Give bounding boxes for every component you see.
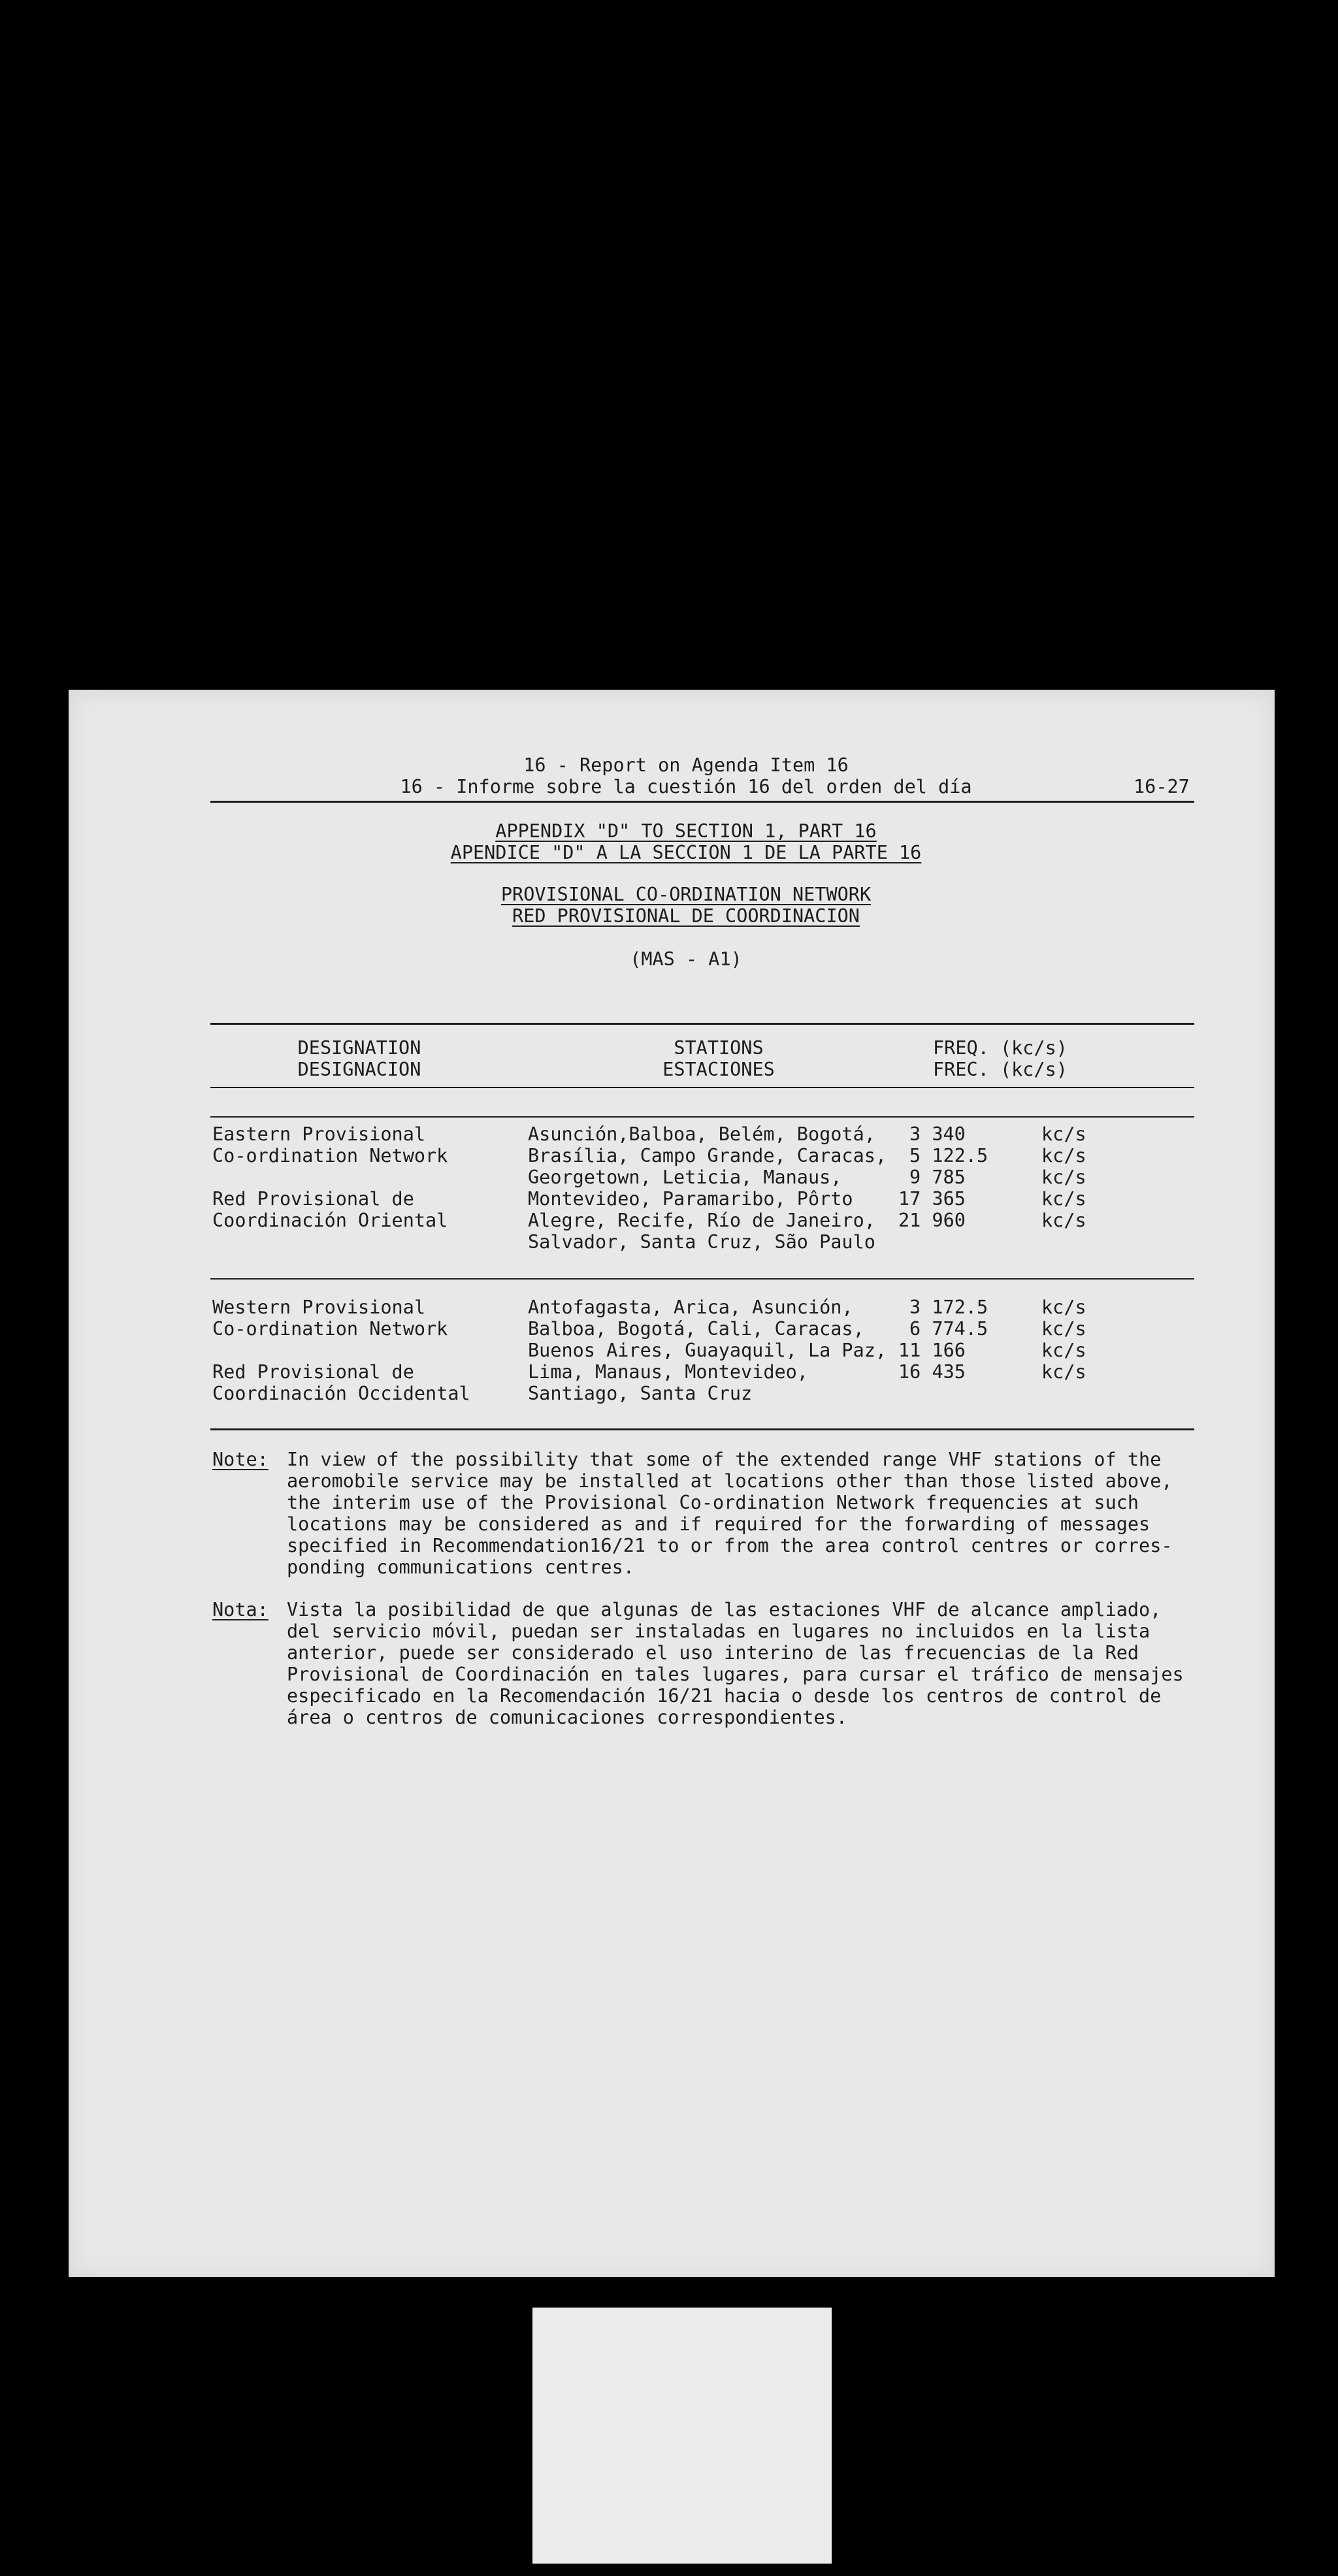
frequency-value: 16 435 xyxy=(898,1361,966,1383)
station-line: Georgetown, Leticia, Manaus, xyxy=(528,1167,842,1188)
note-label: Note: xyxy=(212,1449,269,1470)
frequency-value: 3 340 xyxy=(909,1123,966,1145)
station-line: Lima, Manaus, Montevideo, xyxy=(528,1361,808,1383)
designation-western xyxy=(212,1296,487,1404)
unit-label: kc/s xyxy=(1041,1318,1086,1340)
header-rule xyxy=(210,801,1194,803)
frequencies-western xyxy=(875,1296,993,1383)
appendix-title-en: APPENDIX "D" TO SECTION 1, PART 16 xyxy=(495,820,877,842)
header-stations-en: STATIONS xyxy=(674,1037,764,1059)
unit-label: kc/s xyxy=(1041,1167,1086,1188)
designation-line xyxy=(212,1340,487,1361)
designation-line: Western Provisional xyxy=(212,1296,426,1318)
header-rule-2 xyxy=(210,1116,1194,1118)
table-bottom-rule xyxy=(210,1428,1194,1430)
frequency-value: 6 774.5 xyxy=(909,1318,988,1340)
frequency-value: 3 172.5 xyxy=(909,1296,988,1318)
designation-line: Coordinación Occidental xyxy=(212,1383,470,1404)
unit-label: kc/s xyxy=(1041,1361,1086,1383)
station-line: Antofagasta, Arica, Asunción, xyxy=(528,1296,853,1318)
station-line: Brasília, Campo Grande, Caracas, xyxy=(528,1145,887,1167)
header-freq-en: FREQ. (kc/s) xyxy=(933,1037,1068,1059)
frequency-value: 17 365 xyxy=(898,1188,966,1210)
network-title-en: PROVISIONAL CO-ORDINATION NETWORK xyxy=(500,884,872,905)
note-text: In view of the possibility that some of the extended range VHF stations of the aeromobile service may be installed at locations other than those listed above, the interim use of the Provisional Co-ordination Network frequencies at such locations may be considered as and if required for the forwarding of messages specified in Recommendation16/21 to or from the area control centres or corres- ponding communications centres. xyxy=(287,1449,1173,1578)
note-label: Nota: xyxy=(212,1599,269,1620)
station-line: Alegre, Recife, Río de Janeiro, xyxy=(528,1210,875,1231)
designation-line: Red Provisional de xyxy=(212,1361,414,1383)
header-rule-1 xyxy=(210,1087,1194,1088)
frequencies-eastern xyxy=(875,1123,993,1231)
designation-line xyxy=(212,1167,487,1188)
header-line-1: 16 - Report on Agenda Item 16 xyxy=(523,754,849,776)
stations-western xyxy=(528,1296,894,1404)
designation-eastern xyxy=(212,1123,487,1231)
station-line: Buenos Aires, Guayaquil, La Paz, xyxy=(528,1340,887,1361)
station-line: Asunción,Balboa, Belém, Bogotá, xyxy=(528,1123,875,1145)
designation-line: Co-ordination Network xyxy=(212,1318,448,1340)
page-number: 16-27 xyxy=(1134,776,1190,797)
designation-line: Coordinación Oriental xyxy=(212,1210,448,1231)
note-text: Vista la posibilidad de que algunas de las estaciones VHF de alcance ampliado, del servicio móvil, puedan ser instaladas en lugares no incluidos en la lista anterior, puede ser considerado el uso interino de las frecuencias de la Red Provisional de Coordinación en tales lugares, para cursar el tráfico de mensajes especificado en la Recomendación 16/21 hacia o desde los centros de control de área o centros de comunicaciones correspondientes. xyxy=(287,1599,1184,1728)
header-designation-en: DESIGNATION xyxy=(297,1037,421,1059)
unit-label: kc/s xyxy=(1041,1123,1086,1145)
frequency-value: 9 785 xyxy=(909,1167,966,1188)
designation-line: Co-ordination Network xyxy=(212,1145,448,1167)
network-title-es: RED PROVISIONAL DE COORDINACION xyxy=(512,905,860,927)
frequency-value: 11 166 xyxy=(898,1340,966,1361)
table-top-rule xyxy=(210,1023,1194,1025)
frequency-value: 5 122.5 xyxy=(909,1145,988,1167)
frequency-value: 21 960 xyxy=(898,1210,966,1231)
stations-eastern xyxy=(528,1123,894,1253)
unit-label: kc/s xyxy=(1041,1340,1086,1361)
unit-label: kc/s xyxy=(1041,1296,1086,1318)
station-line: Salvador, Santa Cruz, São Paulo xyxy=(528,1231,875,1253)
unit-label: kc/s xyxy=(1041,1145,1086,1167)
group-separator-rule xyxy=(210,1278,1194,1280)
units-western xyxy=(1041,1296,1100,1383)
header-freq-es: FREC. (kc/s) xyxy=(933,1059,1068,1080)
station-line: Balboa, Bogotá, Cali, Caracas, xyxy=(528,1318,864,1340)
designation-line: Eastern Provisional xyxy=(212,1123,426,1145)
station-line: Montevideo, Paramaribo, Pôrto xyxy=(528,1188,853,1210)
unit-label: kc/s xyxy=(1041,1188,1086,1210)
blank-slip xyxy=(532,2308,832,2564)
station-line: Santiago, Santa Cruz xyxy=(528,1383,753,1404)
header-line-2: 16 - Informe sobre la cuestión 16 del orden del día xyxy=(400,776,972,797)
header-stations-es: ESTACIONES xyxy=(662,1059,775,1080)
network-code: (MAS - A1) xyxy=(630,948,742,970)
designation-line: Red Provisional de xyxy=(212,1188,414,1210)
header-designation-es: DESIGNACION xyxy=(297,1059,421,1080)
unit-label: kc/s xyxy=(1041,1210,1086,1231)
units-eastern xyxy=(1041,1123,1100,1231)
appendix-title-es: APENDICE "D" A LA SECCION 1 DE LA PARTE 16 xyxy=(450,842,922,863)
